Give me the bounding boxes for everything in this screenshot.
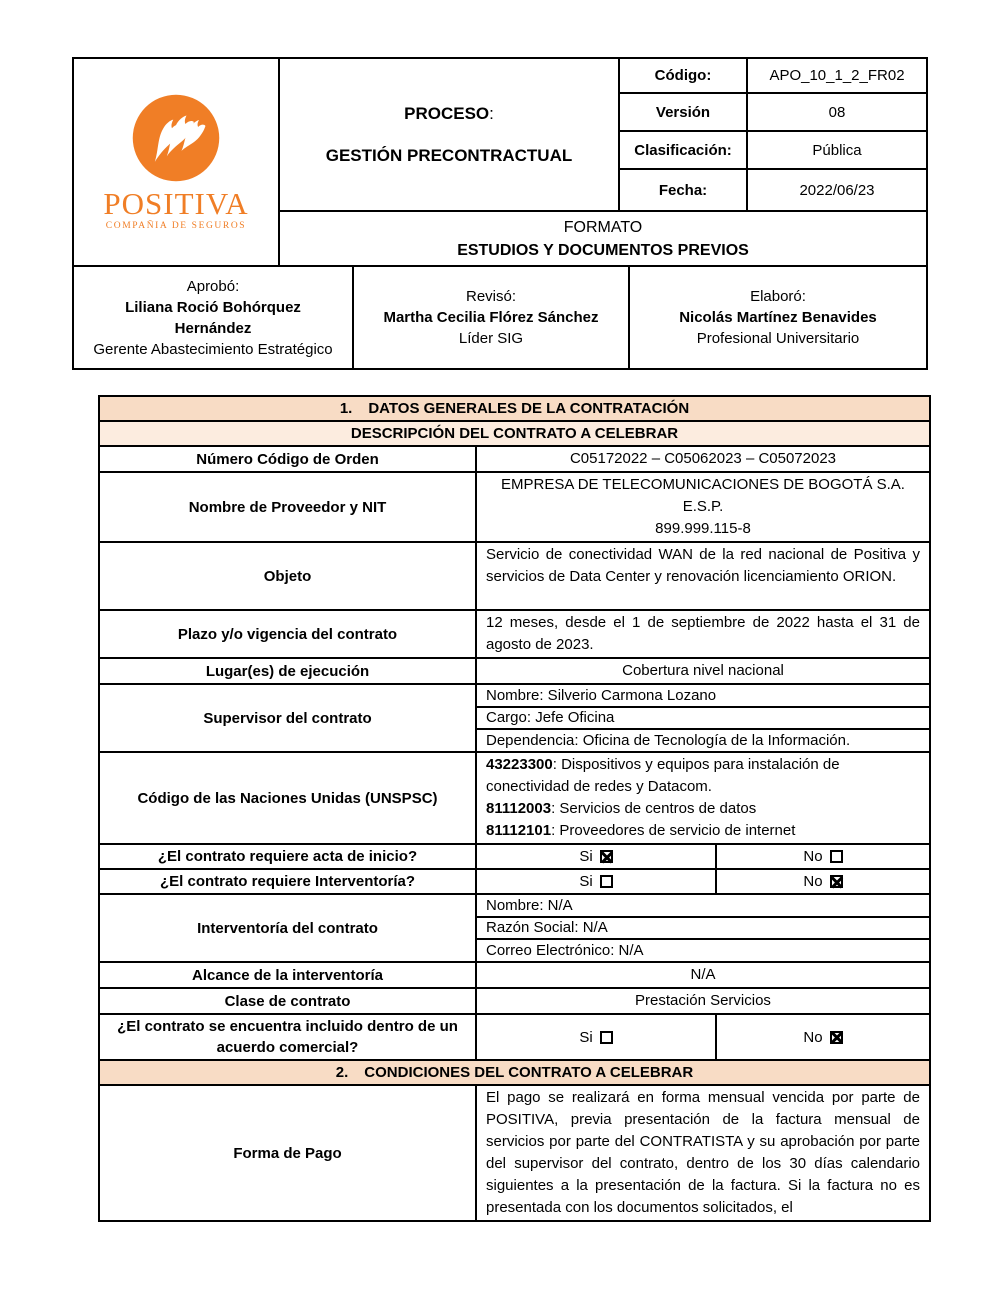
no-label: No xyxy=(803,873,823,890)
section-2-header xyxy=(100,1059,929,1084)
section-2-number: 2. xyxy=(335,1064,349,1081)
codigo-value: APO_10_1_2_FR02 xyxy=(769,67,905,84)
acta-inicio-no-cell xyxy=(717,845,929,868)
meta-row-version xyxy=(620,94,926,132)
row-acta-inicio xyxy=(100,843,929,868)
row-supervisor xyxy=(100,683,929,751)
proveedor-nit: 899.999.115-8 xyxy=(655,520,751,537)
yes-label: Si xyxy=(579,848,593,865)
row-alcance xyxy=(100,961,929,987)
clase-label: Clase de contrato xyxy=(100,989,477,1013)
contract-subheader xyxy=(100,420,929,445)
supervisor-dependencia: Dependencia: Oficina de Tecnología de la Información. xyxy=(486,732,851,749)
version-value: 08 xyxy=(828,103,846,121)
checkbox-icon xyxy=(600,1031,613,1044)
objeto-value: Servicio de conectividad WAN de la red nacional de Positiva y servicios de Data Center y renovación licenciamiento ORION. xyxy=(486,546,920,585)
process-label: PROCESO: xyxy=(404,103,494,123)
meta-row-codigo xyxy=(620,59,926,94)
row-interventoria xyxy=(100,893,929,961)
clasificacion-value: Pública xyxy=(812,141,862,159)
brand-tagline: COMPAÑIA DE SEGUROS xyxy=(105,221,247,231)
checkbox-icon xyxy=(600,850,613,863)
row-clase xyxy=(100,987,929,1013)
positiva-logo-icon xyxy=(130,92,222,184)
plazo-label: Plazo y/o vigencia del contrato xyxy=(100,611,477,657)
plazo-value: 12 meses, desde el 1 de septiembre de 2022 hasta el 31 de agosto de 2023. xyxy=(486,614,920,653)
clasificacion-label: Clasificación: xyxy=(620,132,748,168)
row-objeto xyxy=(100,541,929,609)
interventoria-label: Interventoría del contrato xyxy=(100,895,477,961)
interventoria-req-no-cell xyxy=(717,870,929,893)
section-1-title: DATOS GENERALES DE LA CONTRATACIÓN xyxy=(368,400,690,417)
row-unspsc xyxy=(100,751,929,843)
objeto-label: Objeto xyxy=(100,543,477,609)
approved-by-name: Liliana Roció Bohórquez Hernández xyxy=(125,298,301,337)
alcance-value: N/A xyxy=(690,966,716,983)
supervisor-values xyxy=(477,685,929,751)
version-label: Versión xyxy=(620,94,748,130)
fecha-value: 2022/06/23 xyxy=(799,181,875,199)
forma-pago-value: El pago se realizará en forma mensual vencida por parte de POSITIVA, previa presentación de la factura mensual de servicios por parte del CONTRATISTA y su aprobación por parte del supervisor del contrato, dentro de los 30 días calendario siguientes a la presentación de la factura. Si la factura no es presentada con los documentos solicitados, el xyxy=(486,1089,920,1216)
header-meta xyxy=(620,59,926,210)
row-acuerdo-comercial xyxy=(100,1013,929,1059)
row-numero-orden xyxy=(100,445,929,471)
reviewed-by-title: Líder SIG xyxy=(458,330,524,347)
process-name: GESTIÓN PRECONTRACTUAL xyxy=(325,145,573,165)
checkbox-icon xyxy=(830,875,843,888)
format-subtitle: ESTUDIOS Y DOCUMENTOS PREVIOS xyxy=(457,241,749,259)
section-2-title: CONDICIONES DEL CONTRATO A CELEBRAR xyxy=(364,1064,694,1081)
acuerdo-no-cell xyxy=(717,1015,929,1059)
row-lugar xyxy=(100,657,929,683)
supervisor-nombre: Nombre: Silverio Carmona Lozano xyxy=(477,685,929,708)
approval-row xyxy=(74,265,926,368)
yes-label: Si xyxy=(579,873,593,890)
approved-by-role: Aprobó: xyxy=(186,277,240,295)
acta-inicio-yes-cell xyxy=(477,845,717,868)
numero-orden-value: C05172022 – C05062023 – C05072023 xyxy=(569,450,837,467)
format-title-cell xyxy=(280,210,926,265)
unspsc-label: Código de las Naciones Unidas (UNSPSC) xyxy=(100,753,477,843)
interventoria-correo: Correo Electrónico: N/A xyxy=(486,942,644,959)
brand-wordmark: POSITIVA xyxy=(103,186,249,221)
interventoria-req-label: ¿El contrato requiere Interventoría? xyxy=(100,870,477,893)
format-title: FORMATO xyxy=(563,218,643,236)
elaborated-by-cell xyxy=(630,267,926,368)
interventoria-razon-social: Razón Social: N/A xyxy=(477,918,929,941)
alcance-label: Alcance de la interventoría xyxy=(100,963,477,987)
clase-value: Prestación Servicios xyxy=(635,992,771,1009)
reviewed-by-role: Revisó: xyxy=(465,288,517,305)
row-plazo xyxy=(100,609,929,657)
reviewed-by-cell xyxy=(354,267,630,368)
elaborated-by-role: Elaboró: xyxy=(750,288,806,305)
interventoria-req-yes-cell xyxy=(477,870,717,893)
section-1-header xyxy=(100,397,929,420)
no-label: No xyxy=(803,1028,823,1046)
row-forma-pago xyxy=(100,1084,929,1220)
logo-cell xyxy=(74,59,280,265)
yes-label: Si xyxy=(579,1028,593,1046)
lugar-value: Cobertura nivel nacional xyxy=(622,662,784,679)
unspsc-item: 81112003: Servicios de centros de datos xyxy=(486,800,757,817)
proveedor-value xyxy=(477,473,929,541)
section-1-number: 1. xyxy=(339,400,353,417)
header-table xyxy=(72,57,928,370)
checkbox-icon xyxy=(600,875,613,888)
unspsc-item: 43223300: Dispositivos y equipos para instalación de conectividad de redes y Datacom. xyxy=(486,756,840,795)
checkbox-icon xyxy=(830,850,843,863)
approved-by-title: Gerente Abastecimiento Estratégico xyxy=(93,340,333,358)
forma-pago-label: Forma de Pago xyxy=(100,1086,477,1220)
meta-row-fecha xyxy=(620,170,926,210)
acuerdo-yes-cell xyxy=(477,1015,717,1059)
contract-subheader-title: DESCRIPCIÓN DEL CONTRATO A CELEBRAR xyxy=(100,422,929,445)
row-interventoria-req xyxy=(100,868,929,893)
no-label: No xyxy=(803,848,823,865)
approved-by-cell xyxy=(74,267,354,368)
unspsc-values xyxy=(477,753,929,843)
supervisor-label: Supervisor del contrato xyxy=(100,685,477,751)
proveedor-name: EMPRESA DE TELECOMUNICACIONES DE BOGOTÁ S.A. E.S.P. xyxy=(501,476,905,515)
meta-row-clasificacion xyxy=(620,132,926,170)
acuerdo-label: ¿El contrato se encuentra incluido dentro de un acuerdo comercial? xyxy=(100,1015,477,1059)
fecha-label: Fecha: xyxy=(620,170,748,210)
numero-orden-label: Número Código de Orden xyxy=(100,447,477,471)
process-cell xyxy=(280,59,620,210)
reviewed-by-name: Martha Cecilia Flórez Sánchez xyxy=(383,309,599,326)
row-proveedor xyxy=(100,471,929,541)
elaborated-by-title: Profesional Universitario xyxy=(696,330,860,347)
codigo-label: Código: xyxy=(620,59,748,92)
elaborated-by-name: Nicolás Martínez Benavides xyxy=(679,309,877,326)
interventoria-nombre: Nombre: N/A xyxy=(477,895,929,918)
proveedor-label: Nombre de Proveedor y NIT xyxy=(100,473,477,541)
lugar-label: Lugar(es) de ejecución xyxy=(100,659,477,683)
checkbox-icon xyxy=(830,1031,843,1044)
interventoria-values xyxy=(477,895,929,961)
supervisor-cargo: Cargo: Jefe Oficina xyxy=(477,708,929,731)
contract-table xyxy=(98,395,931,1222)
unspsc-item: 81112101: Proveedores de servicio de internet xyxy=(486,822,796,839)
acta-inicio-label: ¿El contrato requiere acta de inicio? xyxy=(100,845,477,868)
